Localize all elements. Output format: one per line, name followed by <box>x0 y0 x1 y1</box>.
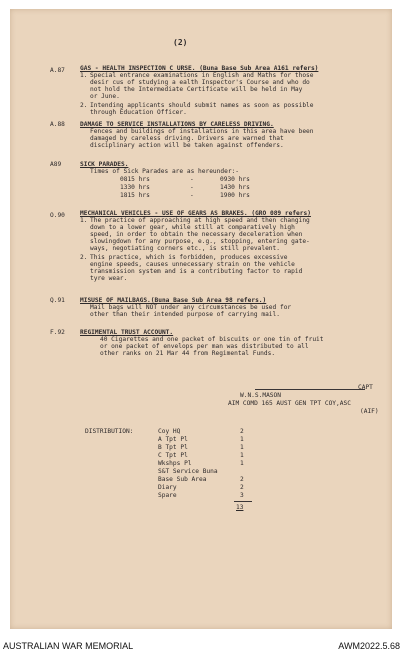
para-line: other ranks on 21 Mar 44 from Regimental Funds. <box>100 350 276 357</box>
distribution-count: 1 <box>240 444 244 451</box>
para-line: or one packet of envelops per man was distributed to all <box>100 343 309 350</box>
distribution-count: 3 <box>240 492 244 499</box>
item-ref: F.92 <box>50 329 65 336</box>
schedule-sep: - <box>190 192 194 199</box>
item-heading: REGIMENTAL TRUST ACCOUNT. <box>80 329 174 336</box>
para-line: desir cus of studying a ealth Inspector's Course and who do <box>90 79 310 86</box>
document-page <box>10 9 392 629</box>
para-number: 1. <box>80 217 88 224</box>
para-line: Special entrance examinations in English and Maths for those <box>90 72 314 79</box>
distribution-count: 2 <box>240 476 244 483</box>
para-number: 2. <box>80 102 88 109</box>
para-line: Fences and buildings of installations in this area have been <box>90 128 314 135</box>
distribution-count: 2 <box>240 484 244 491</box>
distribution-name: B Tpt Pl <box>158 444 188 451</box>
para-line: through Education Officer. <box>90 109 187 116</box>
item-ref: Q.91 <box>50 297 65 304</box>
para-line: tyre wear. <box>90 275 128 282</box>
para-line: disciplinary action will be taken against offenders. <box>90 142 284 149</box>
schedule-to: 0930 hrs <box>220 176 250 183</box>
distribution-name: S&T Service Buna <box>158 468 218 475</box>
item-heading: MISUSE OF MAILBAGS.(Buna Base Sub Area 98 refers.) <box>80 297 267 304</box>
schedule-sep: - <box>190 176 194 183</box>
para-line: Mail bags will NOT under any circumstances be used for <box>90 304 292 311</box>
signature-appointment: AIM COMD 165 AUST GEN TPT COY,ASC <box>228 400 351 407</box>
para-line: ways, negotiating corners etc., is still prevalent. <box>90 245 280 252</box>
item-ref: A.87 <box>50 67 65 74</box>
para-number: 2. <box>80 254 88 261</box>
schedule-to: 1900 hrs <box>220 192 250 199</box>
schedule-from: 1330 hrs <box>120 184 150 191</box>
para-line: engine speeds, causes unnecessary strain on the vehicle <box>90 261 295 268</box>
schedule-from: 1815 hrs <box>120 192 150 199</box>
para-line: or June. <box>90 93 120 100</box>
signature-name: W.N.S.MASON <box>240 392 281 399</box>
footer-accession-number: AWM2022.5.68 <box>338 641 400 651</box>
item-ref: O.90 <box>50 212 65 219</box>
distribution-total: 13 <box>236 504 244 511</box>
para-line: 40 Cigarettes and one packet of biscuits or one tin of fruit <box>100 336 324 343</box>
distribution-name: A Tpt Pl <box>158 436 188 443</box>
item-heading: GAS - HEALTH INSPECTION C URSE. (Buna Base Sub Area A161 refers) <box>80 65 319 72</box>
distribution-name: Spare <box>158 492 177 499</box>
footer-institution: AUSTRALIAN WAR MEMORIAL <box>3 641 134 651</box>
distribution-count: 2 <box>240 428 244 435</box>
item-ref: A.88 <box>50 121 65 128</box>
item-heading: MECHANICAL VEHICLES - USE OF GEARS AS BRAKES. (GRO 089 refers) <box>80 210 311 217</box>
para-line: not hold the Intermediate Certificate will be held in May <box>90 86 303 93</box>
item-heading: DAMAGE TO SERVICE INSTALLATIONS BY CARELESS DRIVING. <box>80 121 274 128</box>
schedule-sep: - <box>190 184 194 191</box>
distribution-name: Base Sub Area <box>158 476 207 483</box>
item-ref: A89 <box>50 161 62 168</box>
para-line: Times of Sick Parades are as hereunder:- <box>90 168 240 175</box>
para-line: speed, in order to obtain the necessary deceleration when <box>90 231 303 238</box>
item-heading: SICK PARADES. <box>80 161 129 168</box>
distribution-count: 1 <box>240 460 244 467</box>
para-number: 1. <box>80 72 88 79</box>
distribution-name: C Tpt Pl <box>158 452 188 459</box>
schedule-to: 1430 hrs <box>220 184 250 191</box>
signature-rank: CAPT <box>358 384 373 391</box>
distribution-count: 1 <box>240 452 244 459</box>
signature-aif: (AIF) <box>360 408 379 415</box>
signature-line <box>255 389 365 390</box>
total-rule <box>234 501 252 502</box>
distribution-name: Wkshps Pl <box>158 460 192 467</box>
distribution-label: DISTRIBUTION: <box>85 428 134 435</box>
para-line: other than their intended purpose of carrying mail. <box>90 311 280 318</box>
distribution-name: Diary <box>158 484 177 491</box>
para-line: The practice of approaching at high speed and then changing <box>90 217 310 224</box>
para-line: transmission system and is a contributing factor to rapid <box>90 268 303 275</box>
distribution-count: 1 <box>240 436 244 443</box>
para-line: This practice, which is forbidden, produces excessive <box>90 254 288 261</box>
schedule-from: 0815 hrs <box>120 176 150 183</box>
page-number: (2) <box>173 38 188 47</box>
para-line: Intending applicants should submit names as soon as possible <box>90 102 314 109</box>
para-line: damaged by careless driving. Drivers are warned that <box>90 135 284 142</box>
para-line: slowingdown for any purpose, e.g., stopping, entering gate- <box>90 238 310 245</box>
para-line: down to a lower gear, while still at comparatively high <box>90 224 295 231</box>
distribution-name: Coy HQ <box>158 428 181 435</box>
